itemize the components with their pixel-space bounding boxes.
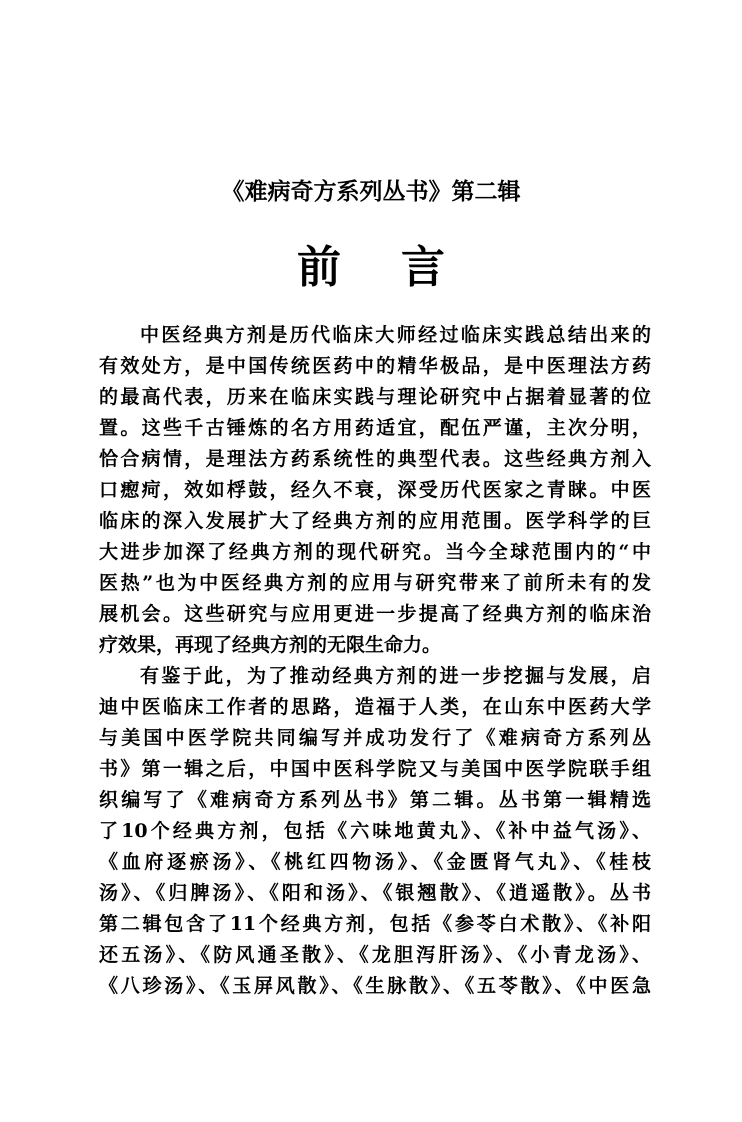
paragraph2-line: 迪中医临床工作者的思路，造福于人类，在山东中医药大学 [99, 696, 651, 718]
series-title: 《难病奇方系列丛书》第二辑 [221, 179, 521, 205]
paragraph2-line: 书》第一辑之后，中国中医科学院又与美国中医学院联手组 [99, 758, 651, 780]
heading-char-2: 言 [401, 242, 445, 293]
paragraph2-line: 与美国中医学院共同编写并成功发行了《难病奇方系列丛 [99, 727, 651, 749]
page-heading [0, 240, 742, 296]
paragraph1-line: 口瘛疴，效如桴鼓，经久不衰，深受历代医家之青睐。中医 [99, 479, 651, 501]
paragraph2-line: 还五汤》、《防风通圣散》、《龙胆泻肝汤》、《小青龙汤》、 [99, 944, 651, 966]
paragraph1-line: 临床的深入发展扩大了经典方剂的应用范围。医学科学的巨 [99, 510, 651, 532]
paragraph1-line: 展机会。这些研究与应用更进一步提高了经典方剂的临床治 [99, 603, 651, 625]
paragraph1-line: 有效处方，是中国传统医药中的精华极品，是中医理法方药 [99, 355, 651, 377]
paragraph1-line: 恰合病情，是理法方药系统性的典型代表。这些经典方剂入 [99, 448, 651, 470]
heading-char-1: 前 [297, 242, 341, 293]
paragraph1-line: 医热”也为中医经典方剂的应用与研究带来了前所未有的发 [99, 572, 651, 594]
paragraph2-line: 了10个经典方剂，包括《六味地黄丸》、《补中益气汤》、 [99, 820, 651, 842]
paragraph2-line: 《血府逐瘀汤》、《桃红四物汤》、《金匮肾气丸》、《桂枝 [99, 851, 651, 873]
paragraph2-line: 《八珍汤》、《玉屏风散》、《生脉散》、《五苓散》、《中医急 [99, 975, 651, 997]
paragraph1-line: 置。这些千古锤炼的名方用药适宜，配伍严谨，主次分明， [99, 417, 651, 439]
paragraph2-line: 汤》、《归脾汤》、《阳和汤》、《银翘散》、《逍遥散》。丛书 [99, 882, 651, 904]
paragraph1-line: 疗效果，再现了经典方剂的无限生命力。 [99, 634, 442, 656]
paragraph1-line: 中医经典方剂是历代临床大师经过临床实践总结出来的 [140, 324, 651, 346]
paragraph1-line: 的最高代表，历来在临床实践与理论研究中占据着显著的位 [99, 386, 651, 408]
paragraph1-line: 大进步加深了经典方剂的现代研究。当今全球范围内的“中 [99, 541, 651, 563]
paragraph2-line: 织编写了《难病奇方系列丛书》第二辑。丛书第一辑精选 [99, 789, 651, 811]
paragraph2-line: 有鉴于此，为了推动经典方剂的进一步挖掘与发展，启 [140, 665, 651, 687]
paragraph2-line: 第二辑包含了11个经典方剂，包括《参苓白术散》、《补阳 [99, 913, 651, 935]
